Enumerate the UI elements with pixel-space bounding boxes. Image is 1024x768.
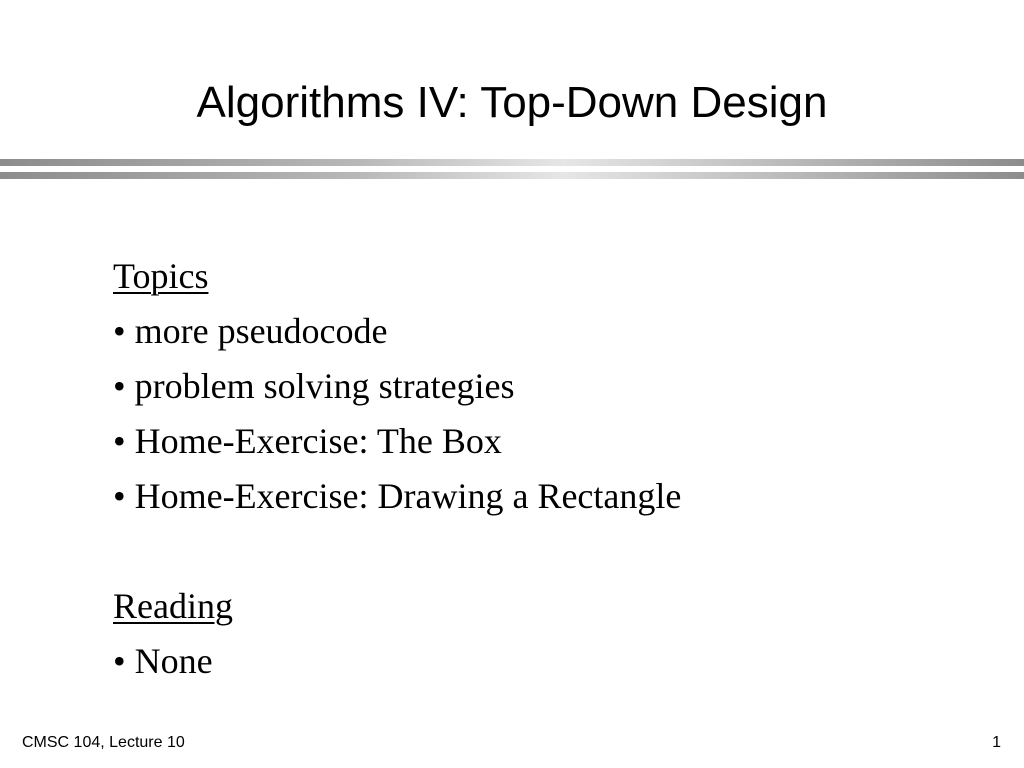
footer-page-number: 1 — [992, 734, 1001, 751]
topic-item: • problem solving strategies — [113, 366, 515, 406]
topic-item: • Home-Exercise: The Box — [113, 421, 502, 461]
topics-heading: Topics — [113, 256, 209, 296]
reading-item: • None — [113, 641, 213, 681]
reading-heading: Reading — [113, 586, 233, 626]
title-divider-bottom — [0, 172, 1024, 179]
section-spacer — [113, 524, 681, 579]
footer-course-label: CMSC 104, Lecture 10 — [22, 734, 185, 751]
topic-item: • more pseudocode — [113, 311, 388, 351]
slide-title: Algorithms IV: Top-Down Design — [196, 78, 828, 127]
title-divider-top — [0, 159, 1024, 166]
topic-item: • Home-Exercise: Drawing a Rectangle — [113, 476, 682, 516]
slide-body — [113, 249, 681, 689]
